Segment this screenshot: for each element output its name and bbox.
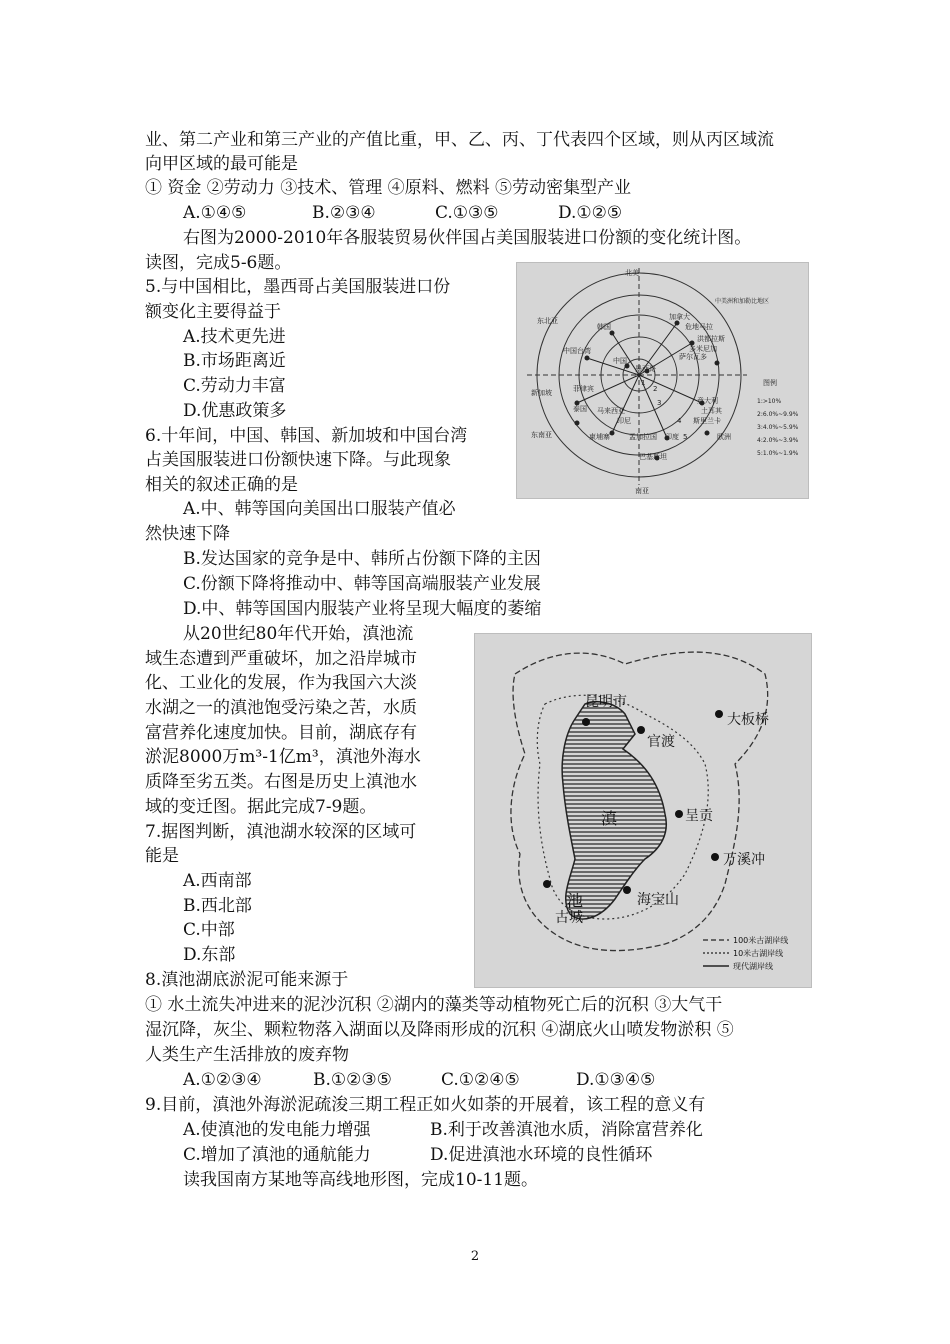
apparel-share-figure	[516, 262, 809, 499]
apparel-share-diagram	[517, 263, 808, 498]
country-label: 中国	[613, 357, 627, 365]
q8-option-a: A.①②③④	[183, 1070, 262, 1090]
intro-line-2: 向甲区域的最可能是	[145, 154, 298, 174]
q9-option-d: D.促进滇池水环境的良性循环	[430, 1145, 653, 1165]
country-label: 意大利	[697, 397, 718, 405]
city-dot	[543, 880, 551, 888]
q4-option-c: C.①③⑤	[435, 203, 499, 223]
legend-label: 10米古湖岸线	[733, 949, 784, 958]
city-dot	[715, 710, 723, 718]
q4-option-d: D.①②⑤	[558, 203, 623, 223]
dianchi-intro-8: 域的变迁图。据此完成7-9题。	[145, 797, 377, 817]
ring-number: 4	[677, 417, 682, 425]
country-label: 斯里兰卡	[693, 417, 721, 425]
country-label: 韩国	[597, 323, 611, 331]
lake-char: 池	[567, 891, 584, 910]
region-label: 北美	[625, 269, 639, 277]
country-label: 洪都拉斯	[697, 335, 725, 343]
q8-body-1: ① 水土流失冲进来的泥沙沉积 ②湖内的藻类等动植物死亡后的沉积 ③大气干	[145, 995, 723, 1015]
legend-item: 1:>10%	[757, 398, 782, 405]
place-label: 大板桥	[727, 712, 769, 728]
country-label: 多米尼加	[689, 345, 717, 353]
q8-body-2: 湿沉降，灰尘、颗粒物落入湖面以及降雨形成的沉积 ④湖底火山喷发物淤积 ⑤	[145, 1020, 734, 1040]
q9-option-b: B.利于改善滇池水质，消除富营养化	[430, 1120, 703, 1140]
q7-option-a: A.西南部	[183, 871, 252, 891]
place-label: 官渡	[647, 734, 675, 750]
q8-option-b: B.①②③⑤	[313, 1070, 392, 1090]
section1-intro-1: 右图为2000-2010年各服装贸易伙伴国占美国服装进口份额的变化统计图。	[183, 228, 752, 248]
q5-option-c: C.劳动力丰富	[183, 376, 286, 396]
ring-number: 5	[683, 433, 688, 441]
q4-option-b: B.②③④	[312, 203, 376, 223]
q6-option-c: C.份额下降将推动中、韩等国高端服装产业发展	[183, 574, 541, 594]
q9-option-c: C.增加了滇池的通航能力	[183, 1145, 371, 1165]
q8-body-3: 人类生产生活排放的废弃物	[145, 1045, 349, 1065]
q5-option-a: A.技术更先进	[183, 327, 286, 347]
region-label: 新加坡	[531, 389, 552, 397]
country-label: 菲律宾	[573, 385, 594, 393]
place-label: 古城	[555, 910, 583, 926]
region-label: 中国台湾	[563, 347, 591, 355]
q7-option-d: D.东部	[183, 945, 236, 965]
region-label: 东南亚	[531, 431, 552, 439]
country-label: 巴基斯坦	[639, 453, 667, 461]
intro-line-3: ① 资金 ②劳动力 ③技术、管理 ④原料、燃料 ⑤劳动密集型产业	[145, 178, 632, 198]
legend-item: 2:6.0%~9.9%	[757, 411, 799, 418]
ring-number: 2	[653, 385, 658, 393]
page-number: 2	[470, 1249, 480, 1264]
dianchi-intro-4: 水湖之一的滇池饱受污染之苦，水质	[145, 698, 417, 718]
q9-stem: 9.目前，滇池外海淤泥疏浚三期工程正如火如荼的开展着，该工程的意义有	[145, 1095, 706, 1115]
country-label: 印尼	[617, 417, 631, 425]
region-label: 欧洲	[717, 433, 731, 441]
city-dot	[623, 886, 631, 894]
q7-stem-1: 7.据图判断，滇池湖水较深的区域可	[145, 822, 417, 842]
country-label: 墨西哥	[635, 365, 656, 373]
dianchi-intro-2: 域生态遭到严重破坏，加之沿岸城市	[145, 649, 417, 669]
country-label: 孟加拉国	[629, 433, 657, 441]
legend-item: 5:1.0%~1.9%	[757, 450, 799, 457]
q6-option-a: A.中、韩等国向美国出口服装产值必	[183, 499, 456, 519]
ring-number: 3	[657, 399, 662, 407]
ring-number: 1	[641, 379, 646, 387]
dianchi-map	[475, 634, 811, 987]
city-dot	[711, 853, 719, 861]
country-label: 马来西亚	[597, 407, 625, 415]
dianchi-intro-5: 富营养化速度加快。目前，湖底存有	[145, 723, 417, 743]
q6-option-a-cont: 然快速下降	[145, 524, 230, 544]
q5-stem-1: 5.与中国相比，墨西哥占美国服装进口份	[145, 277, 451, 297]
region-label: 东北亚	[537, 317, 558, 325]
q6-option-b: B.发达国家的竞争是中、韩所占份额下降的主因	[183, 549, 541, 569]
dianchi-intro-7: 质降至劣五类。右图是历史上滇池水	[145, 772, 417, 792]
region-label: 中美洲和加勒比地区	[715, 298, 770, 305]
q6-stem-2: 占美国服装进口份额快速下降。与此现象	[145, 450, 451, 470]
q8-option-c: C.①②④⑤	[441, 1070, 520, 1090]
dianchi-intro-1: 从20世纪80年代开始，滇池流	[183, 624, 414, 644]
city-dot	[675, 810, 683, 818]
legend-label: 100米古湖岸线	[733, 936, 789, 945]
q6-stem-3: 相关的叙述正确的是	[145, 475, 298, 495]
q7-option-b: B.西北部	[183, 896, 252, 916]
dianchi-map-figure	[474, 633, 812, 988]
country-label: 土耳其	[701, 407, 722, 415]
country-label: 印度	[665, 433, 679, 441]
country-label: 危地马拉	[685, 323, 713, 331]
q6-option-d: D.中、韩等国国内服装产业将呈现大幅度的萎缩	[183, 599, 542, 619]
section1-intro-2: 读图，完成5-6题。	[145, 253, 292, 273]
legend-item: 3:4.0%~5.9%	[757, 424, 799, 431]
q7-stem-2: 能是	[145, 846, 179, 866]
country-label: 泰国	[573, 405, 587, 413]
q8-option-d: D.①③④⑤	[576, 1070, 656, 1090]
q6-stem-1: 6.十年间，中国、韩国、新加坡和中国台湾	[145, 426, 468, 446]
city-dot	[637, 726, 645, 734]
dianchi-intro-3: 化、工业化的发展，作为我国六大淡	[145, 673, 417, 693]
legend-label: 现代湖岸线	[733, 962, 773, 971]
legend-title: 图例	[763, 379, 777, 387]
intro-line-1: 业、第二产业和第三产业的产值比重，甲、乙、丙、丁代表四个区域，则从丙区域流	[145, 130, 774, 150]
lake-char: 滇	[601, 809, 618, 828]
q5-stem-2: 额变化主要得益于	[145, 302, 281, 322]
country-label: 萨尔瓦多	[679, 353, 707, 361]
q9-option-a: A.使滇池的发电能力增强	[183, 1120, 371, 1140]
country-label: 柬埔寨	[589, 433, 610, 441]
city-dot	[582, 718, 590, 726]
q8-stem: 8.滇池湖底淤泥可能来源于	[145, 970, 349, 990]
dianchi-intro-6: 淤泥8000万m³-1亿m³，滇池外海水	[145, 747, 421, 767]
place-label: 海宝山	[637, 892, 679, 908]
place-label: 万溪冲	[723, 852, 765, 868]
legend-item: 4:2.0%~3.9%	[757, 437, 799, 444]
q7-option-c: C.中部	[183, 920, 235, 940]
country-label: 加拿大	[669, 313, 690, 321]
place-label: 昆明市	[585, 694, 627, 710]
q5-option-d: D.优惠政策多	[183, 401, 287, 421]
region-label: 南亚	[635, 487, 649, 495]
q4-option-a: A.①④⑤	[183, 203, 247, 223]
place-label: 呈贡	[685, 808, 713, 824]
closing-line: 读我国南方某地等高线地形图，完成10-11题。	[183, 1170, 539, 1190]
q5-option-b: B.市场距离近	[183, 351, 286, 371]
